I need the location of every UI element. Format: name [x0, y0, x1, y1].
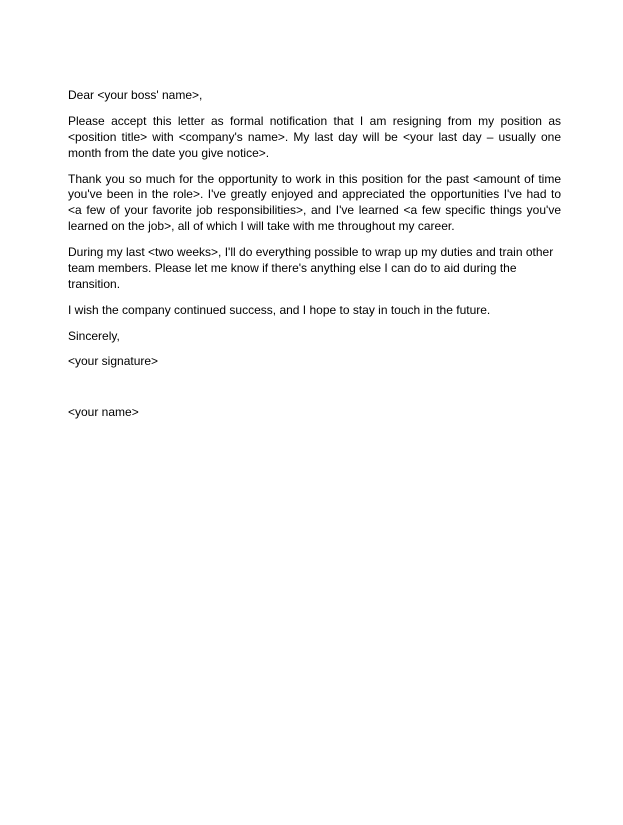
- letter-paragraph-transition: During my last <two weeks>, I'll do everything possible to wrap up my duties and train other team members. Please let me know if there's anything else I can do to aid during the transition.: [68, 244, 554, 291]
- letter-signature: <your signature>: [68, 354, 159, 369]
- letter-greeting: Dear <your boss' name>,: [68, 88, 203, 102]
- signature-space: [68, 370, 561, 405]
- letter-sender-name: <your name>: [68, 405, 139, 420]
- resignation-letter: [68, 88, 561, 421]
- letter-closing: Sincerely,: [68, 328, 120, 343]
- letter-paragraph-wishes: I wish the company continued success, and I hope to stay in touch in the future.: [68, 302, 491, 317]
- letter-paragraph-notification: Please accept this letter as formal notification that I am resigning from my position as <position title> with <company's name>. My last day will be <your last day – usually one month from the date you give notice>.: [68, 113, 561, 160]
- letter-paragraph-gratitude: Thank you so much for the opportunity to work in this position for the past <amount of time you've been in the role>. I've greatly enjoyed and appreciated the opportunities I've had to <a few of your favorite job responsibilities>, and I've learned <a few specific things you've learned on the job>, all of which I will take with me throughout my career.: [68, 171, 561, 233]
